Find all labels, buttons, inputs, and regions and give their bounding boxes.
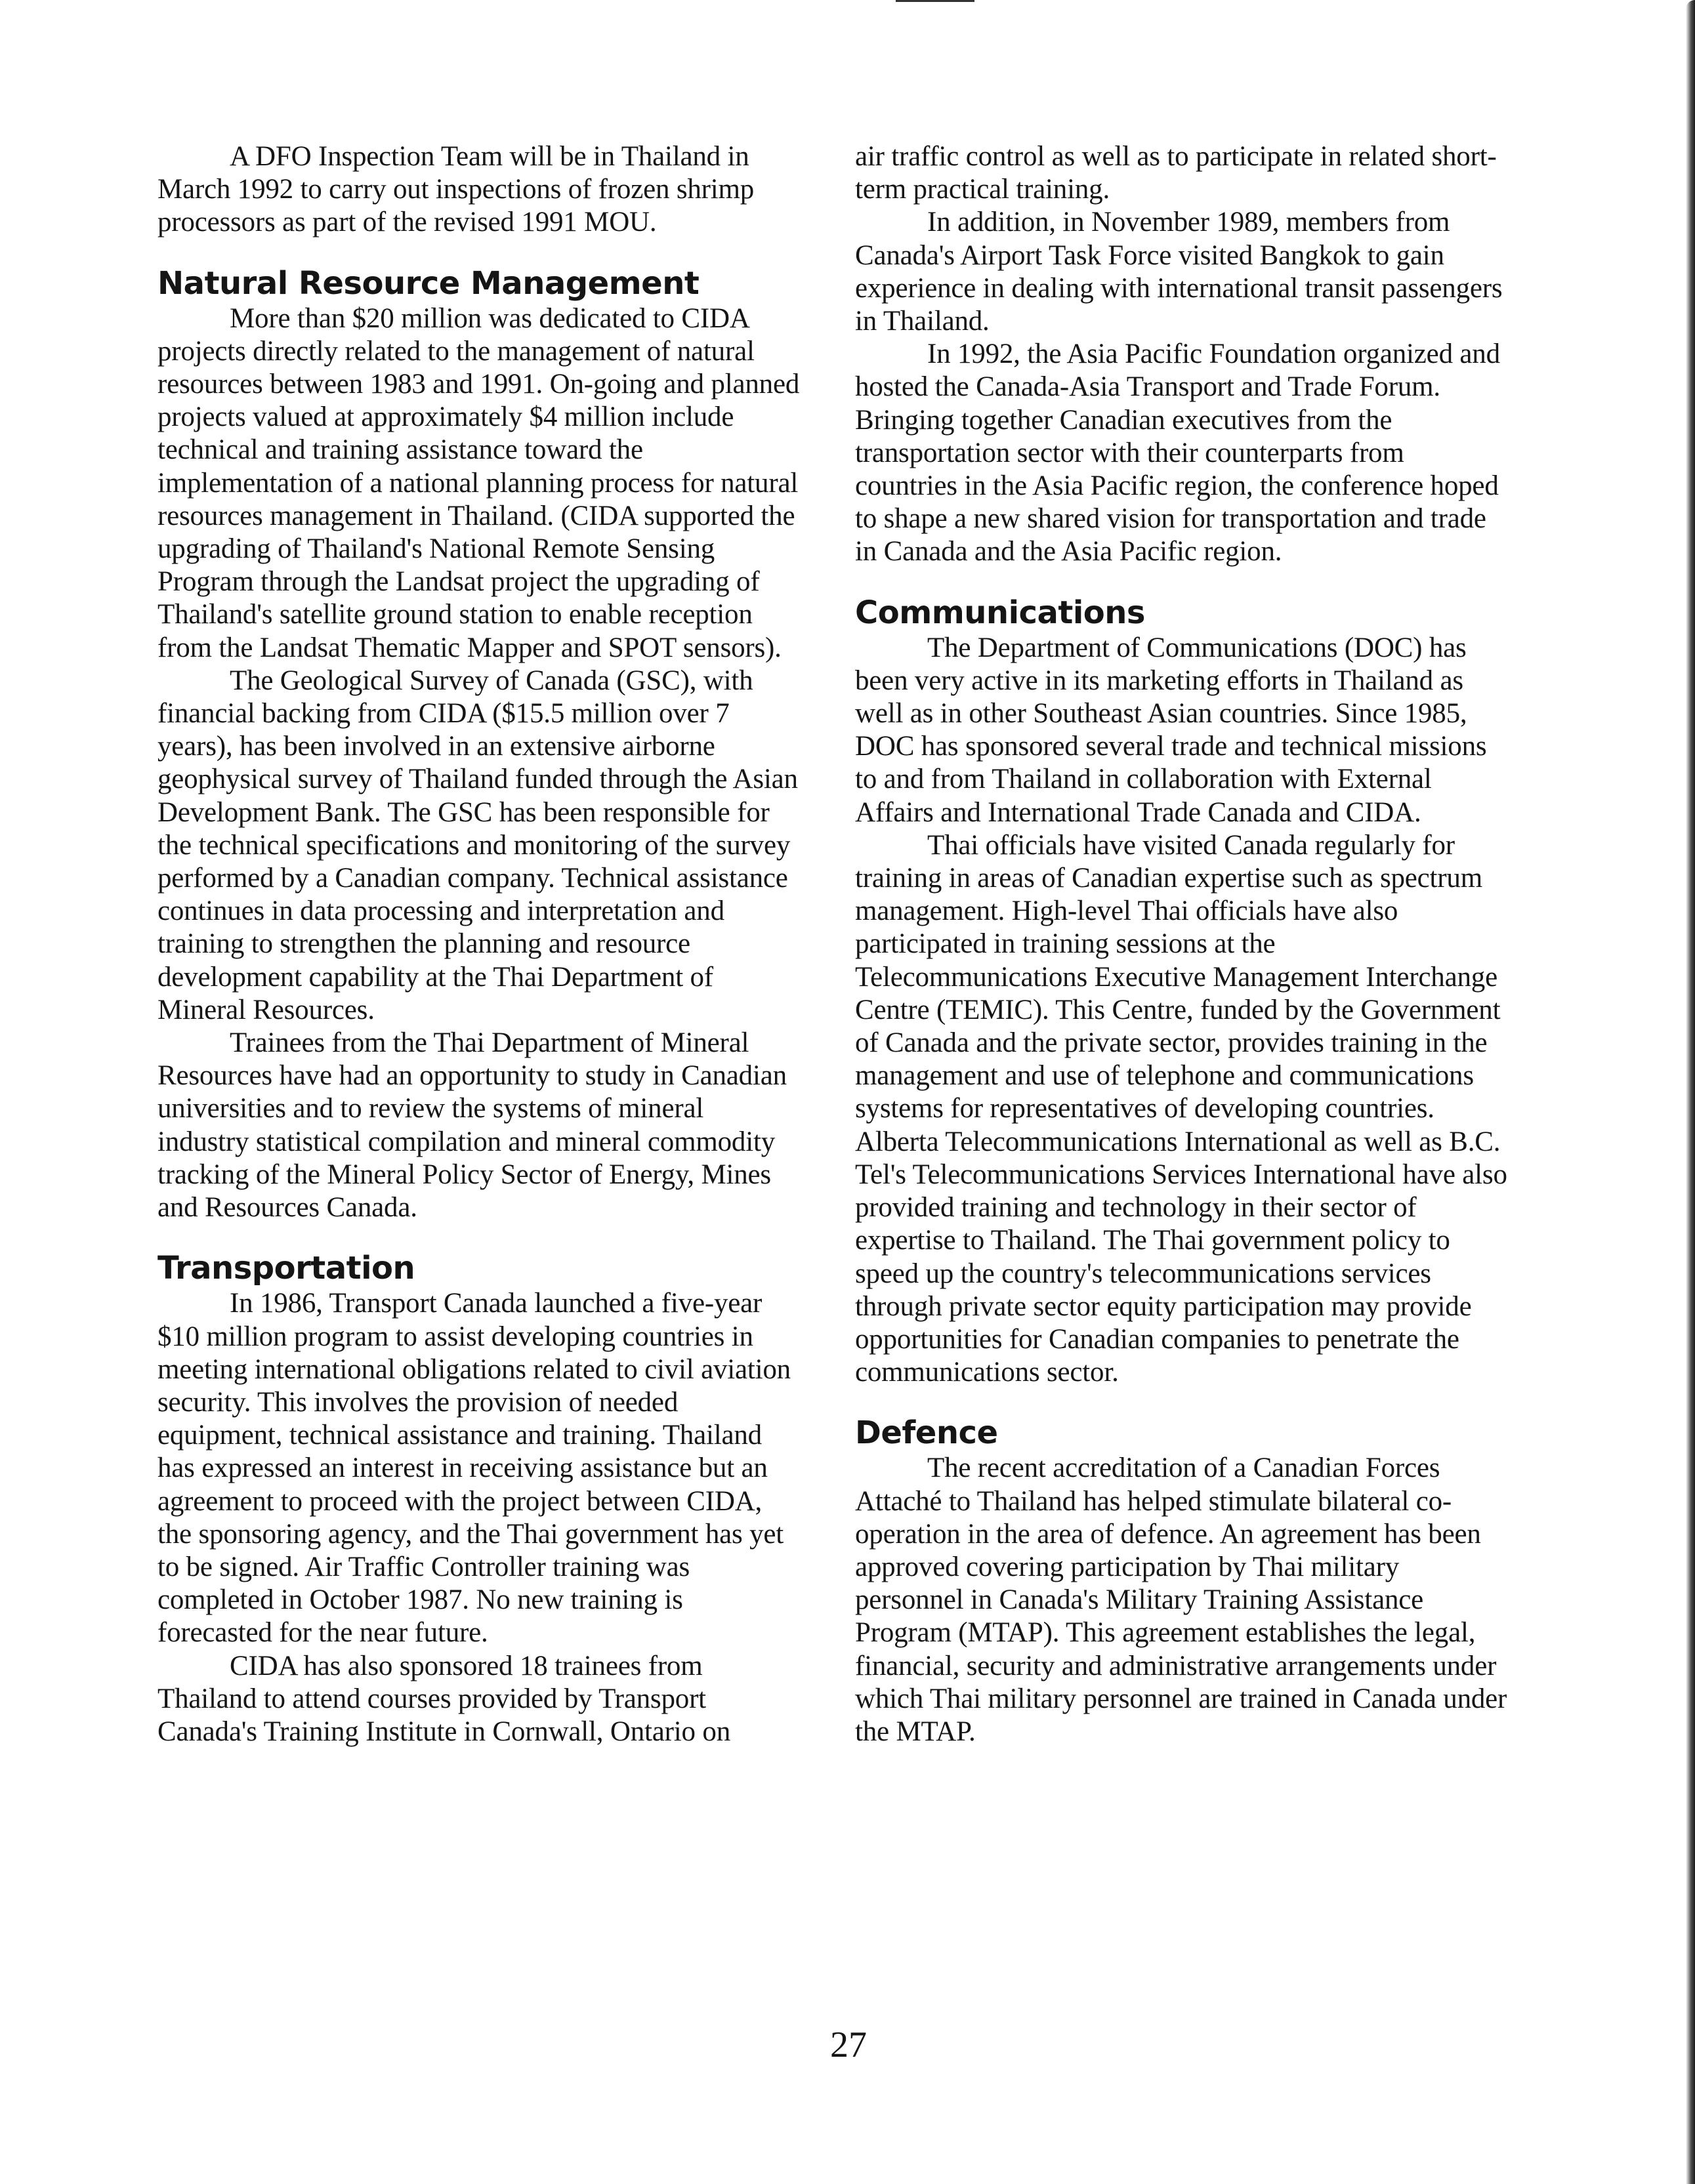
natural-resource-paragraph-1: More than $20 million was dedicated to CIDA projects directly related to the management of natural resources between 1983 and 1991. On-going and planned projects valued at approximately $4 million include technical and training assistance toward the implementation of a national planning process for natural resources management in Thailand. (CIDA supported the upgrading of Thailand's National Remote Sensing Program through the Landsat project the upgrading of Thailand's satellite ground station to enable reception from the Landsat Thematic Mapper and SPOT sensors). — [157, 302, 800, 663]
natural-resource-paragraph-3: Trainees from the Thai Department of Mineral Resources have had an opportunity to study in Canadian universities and to review the systems of mineral industry statistical compilation and mineral commodity tracking of the Mineral Policy Sector of Energy, Mines and Resources Canada. — [157, 1027, 787, 1224]
section-spacer — [157, 1224, 801, 1249]
scan-top-mark — [896, 0, 974, 2]
intro-paragraph: A DFO Inspection Team will be in Thailand in March 1992 to carry out inspections of frozen shrimp processors as part of the revised 1991 MOU. — [157, 141, 755, 238]
communications-paragraph-1: The Department of Communications (DOC) has been very active in its marketing efforts in Thailand as well as in other Southeast Asian countries. Since 1985, DOC has sponsored several trade and technical missions to and from Thailand in collaboration with External Affairs and International Trade Canada and CIDA. — [855, 632, 1487, 828]
heading-transportation: Transportation — [157, 1250, 415, 1287]
transportation-continuation-paragraph: air traffic control as well as to participate in related short-term practical training. — [855, 141, 1497, 205]
defence-paragraph-1: The recent accreditation of a Canadian Forces Attaché to Thailand has helped stimulate bilateral co-operation in the area of defence. An agreement has been approved covering participation by Thai military personnel in Canada's Military Training Assistance Program (MTAP). This agreement establishes the legal, financial, security and administrative arrangements under which Thai military personnel are trained in Canada under the MTAP. — [855, 1453, 1507, 1747]
section-spacer — [855, 569, 1511, 594]
transportation-paragraph-2: CIDA has also sponsored 18 trainees from Thailand to attend courses provided by Transport Canada's Training Institute in Cornwall, Ontario on — [157, 1650, 731, 1747]
communications-paragraph-2: Thai officials have visited Canada regularly for training in areas of Canadian expertise such as spectrum management. High-level Thai officials have also participated in training sessions at the Telecommunications Executive Management Interchange Centre (TEMIC). This Centre, funded by the Government of Canada and the private sector, provides training in the management and use of telephone and communications systems for representatives of developing countries. Alberta Telecommunications International as well as B.C. Tel's Telecommunications Services International have also provided training and technology in their sector of expertise to Thailand. The Thai government policy to speed up the country's telecommunications services through private sector equity participation may provide opportunities for Canadian companies to penetrate the communications sector. — [855, 829, 1507, 1388]
right-column — [855, 140, 1511, 1748]
section-spacer — [855, 1389, 1511, 1414]
transportation-paragraph-4: In 1992, the Asia Pacific Foundation organized and hosted the Canada-Asia Transport and Trade Forum. Bringing together Canadian executives from the transportation sector with their counterparts from countries in the Asia Pacific region, the conference hoped to shape a new shared vision for transportation and trade in Canada and the Asia Pacific region. — [855, 339, 1500, 567]
heading-defence: Defence — [855, 1414, 998, 1452]
section-spacer — [157, 239, 801, 264]
transportation-paragraph-3: In addition, in November 1989, members from Canada's Airport Task Force visited Bangkok to gain experience in dealing with international transit passengers in Thailand. — [855, 207, 1503, 337]
left-column — [157, 140, 801, 1748]
scan-page-edge — [1686, 0, 1695, 2184]
natural-resource-paragraph-2: The Geological Survey of Canada (GSC), with financial backing from CIDA ($15.5 million over 7 years), has been involved in an extensive airborne geophysical survey of Thailand funded through the Asian Development Bank. The GSC has been responsible for the technical specifications and monitoring of the survey performed by a Canadian company. Technical assistance continues in data processing and interpretation and training to strengthen the planning and resource development capability at the Thai Department of Mineral Resources. — [157, 665, 798, 1025]
page-number: 27 — [830, 2025, 867, 2065]
heading-communications: Communications — [855, 594, 1145, 631]
heading-natural-resource-management: Natural Resource Management — [157, 264, 700, 302]
transportation-paragraph-1: In 1986, Transport Canada launched a five-year $10 million program to assist developing countries in meeting international obligations related to civil aviation security. This involves the provision of needed equipment, technical assistance and training. Thailand has expressed an interest in receiving assistance but an agreement to proceed with the project between CIDA, the sponsoring agency, and the Thai government has yet to be signed. Air Traffic Controller training was completed in October 1987. No new training is forecasted for the near future. — [157, 1288, 791, 1649]
